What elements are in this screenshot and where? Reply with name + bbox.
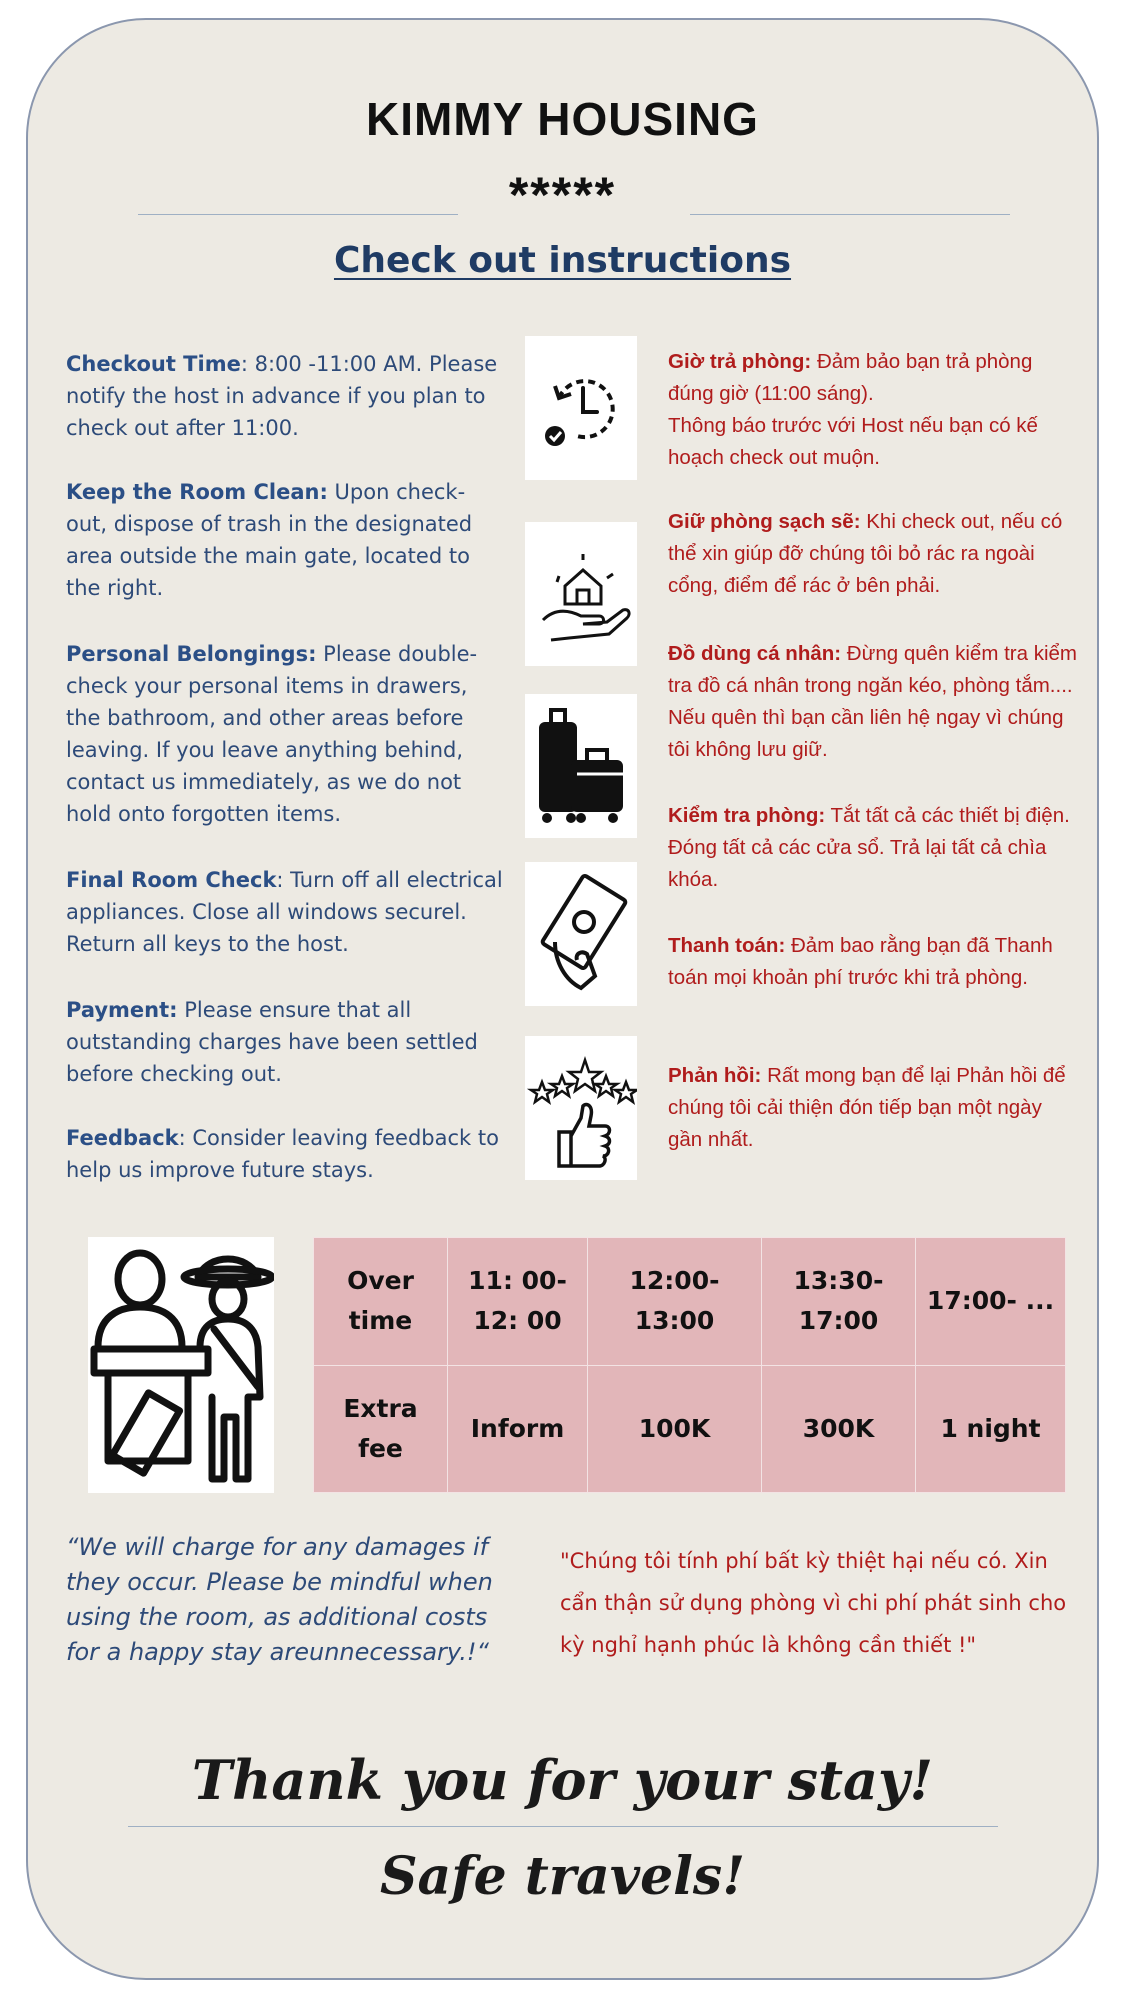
star-rating: ***** <box>508 167 617 223</box>
vi-feedback: Phản hồi: Rất mong bạn để lại Phản hồi để chúng tôi cải thiện đón tiếp bạn một ngày gần nhất. <box>668 1064 1066 1151</box>
en-payment: Payment: Please ensure that all outstanding charges have been settled before checking out. <box>66 998 478 1086</box>
vi-personal-belongings: Đồ dùng cá nhân: Đừng quên kiểm tra kiểm tra đồ cá nhân trong ngăn kéo, phòng tắm.... Nếu quên thì bạn cần liên hệ ngay vì chúng tôi không lưu giữ. <box>668 642 1078 761</box>
footer-divider <box>128 1826 998 1827</box>
page-title: KIMMY HOUSING <box>366 93 759 145</box>
safe-travels-message: Safe travels! <box>379 1846 746 1907</box>
hand-house-icon <box>525 522 637 666</box>
section-heading: Check out instructions <box>333 240 792 281</box>
table-cell: Extra fee <box>314 1365 448 1493</box>
en-final-room-check: Final Room Check: Turn off all electrical appliances. Close all windows securel. Return all keys to the host. <box>66 868 503 956</box>
clock-check-icon <box>525 336 637 480</box>
table-row <box>314 1238 1066 1366</box>
table-row <box>314 1365 1066 1493</box>
damage-notice-vi: "Chúng tôi tính phí bất kỳ thiệt hại nếu có. Xin cẩn thận sử dụng phòng vì chi phí phát sinh cho kỳ nghỉ hạnh phúc là không cần thiết !" <box>560 1549 1067 1657</box>
en-checkout-time: Checkout Time: 8:00 -11:00 AM. Please notify the host in advance if you plan to check out after 11:00. <box>66 352 498 440</box>
overtime-fee-table <box>313 1237 1066 1493</box>
table-cell: 1 night <box>916 1365 1066 1493</box>
table-cell: Inform <box>448 1365 588 1493</box>
reception-traveler-icon <box>88 1237 274 1493</box>
table-cell: 17:00- ... <box>916 1238 1066 1366</box>
luggage-icon <box>525 694 637 838</box>
table-cell: Over time <box>314 1238 448 1366</box>
stars-thumbs-up-icon <box>525 1036 637 1180</box>
table-cell: 300K <box>762 1365 916 1493</box>
damage-notice-en: “We will charge for any damages if they occur. Please be mindful when using the room, as additional costs for a happy stay areunnecessary.!“ <box>66 1533 493 1666</box>
vi-payment: Thanh toán: Đảm bao rằng bạn đã Thanh toán mọi khoản phí trước khi trả phòng. <box>668 934 1053 989</box>
en-keep-room-clean: Keep the Room Clean: Upon check-out, dispose of trash in the designated area outside the main gate, located to the right. <box>66 480 473 600</box>
thank-you-message: Thank you for your stay! <box>191 1748 934 1812</box>
table-cell: 13:30-17:00 <box>762 1238 916 1366</box>
vi-keep-room-clean: Giữ phòng sạch sẽ: Khi check out, nếu có thể xin giúp đỡ chúng tôi bỏ rác ra ngoài cổng, điểm để rác ở bên phải. <box>668 510 1063 597</box>
en-personal-belongings: Personal Belongings: Please double-check your personal items in drawers, the bathroom, and other areas before leaving. If you leave anything behind, contact us immediately, as we do not hold onto forgotten items. <box>66 642 478 826</box>
table-cell: 11: 00-12: 00 <box>448 1238 588 1366</box>
table-cell: 100K <box>588 1365 762 1493</box>
vi-room-check: Kiểm tra phòng: Tắt tất cả các thiết bị điện. Đóng tất cả các cửa sổ. Trả lại tất cả chìa khóa. <box>668 804 1070 891</box>
hand-money-icon <box>525 862 637 1006</box>
en-feedback: Feedback: Consider leaving feedback to help us improve future stays. <box>66 1126 499 1182</box>
table-cell: 12:00-13:00 <box>588 1238 762 1366</box>
vi-checkout-time: Giờ trả phòng: Đảm bảo bạn trả phòng đúng giờ (11:00 sáng). Thông báo trước với Host nếu bạn có kế hoạch check out muộn. <box>668 350 1038 469</box>
